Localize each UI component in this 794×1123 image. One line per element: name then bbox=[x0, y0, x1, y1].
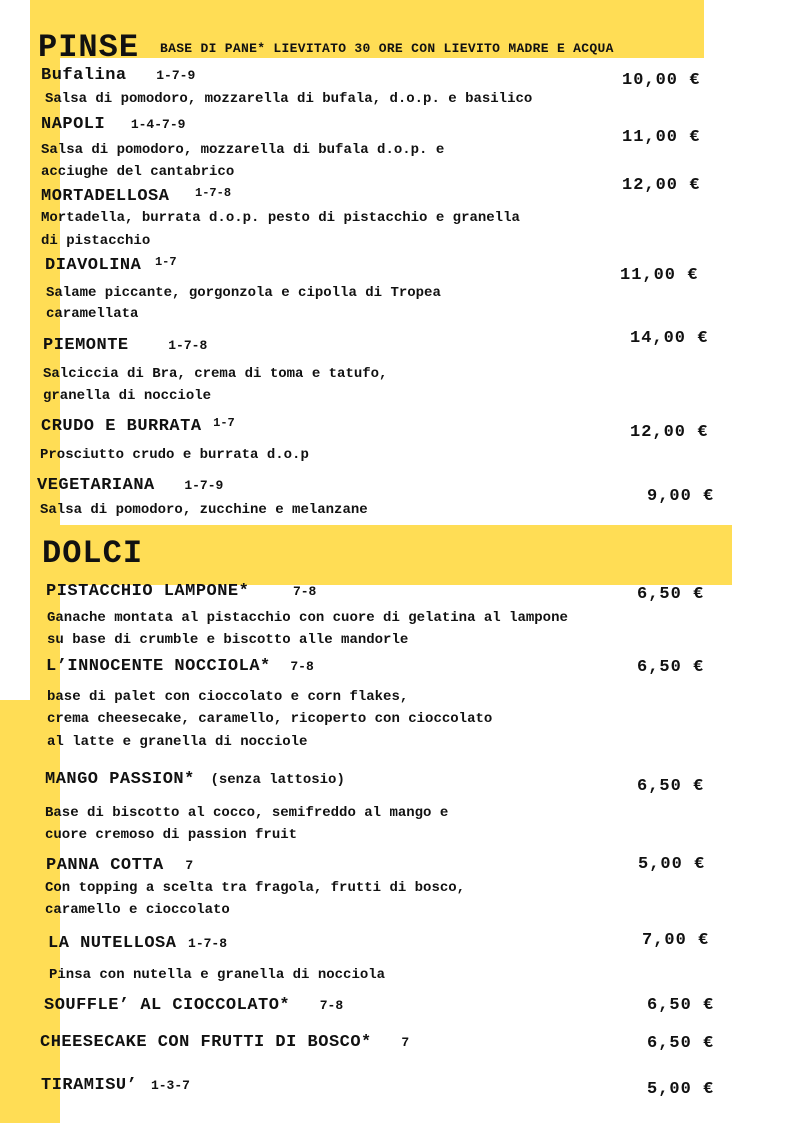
menu-item-tiramisu bbox=[41, 1076, 190, 1095]
item-allergens: 7-8 bbox=[319, 998, 344, 1013]
item-name: CHEESECAKE CON FRUTTI DI BOSCO* bbox=[40, 1033, 372, 1052]
item-price: 12,00 € bbox=[630, 423, 709, 442]
menu-item-bufalina bbox=[41, 66, 195, 85]
item-note: (senza lattosio) bbox=[210, 772, 345, 788]
item-name: SOUFFLE’ AL CIOCCOLATO* bbox=[44, 996, 291, 1015]
menu-item-pistacchio-lampone bbox=[46, 582, 316, 601]
item-description: Salsa di pomodoro, mozzarella di bufala, d.o.p. e basilico bbox=[45, 91, 533, 107]
item-description-line3: al latte e granella di nocciole bbox=[47, 734, 308, 750]
item-price: 7,00 € bbox=[642, 931, 710, 950]
item-description: Salsa di pomodoro, zucchine e melanzane bbox=[40, 502, 368, 518]
item-description: Pinsa con nutella e granella di nocciola bbox=[49, 967, 386, 983]
item-description-line2: caramello e cioccolato bbox=[45, 902, 230, 918]
item-name: MANGO PASSION* bbox=[45, 770, 195, 789]
item-name: PISTACCHIO LAMPONE* bbox=[46, 582, 250, 601]
item-name: PANNA COTTA bbox=[46, 856, 164, 875]
item-name: VEGETARIANA bbox=[37, 476, 155, 495]
item-price: 9,00 € bbox=[647, 487, 715, 506]
menu-item-panna-cotta bbox=[46, 856, 193, 875]
item-description: base di palet con cioccolato e corn flakes, bbox=[47, 689, 409, 705]
item-description: Base di biscotto al cocco, semifreddo al mango e bbox=[45, 805, 449, 821]
item-price: 10,00 € bbox=[622, 71, 701, 90]
item-price: 6,50 € bbox=[647, 996, 715, 1015]
item-description: Salciccia di Bra, crema di toma e tatufo, bbox=[43, 366, 388, 382]
item-description-line2: cuore cremoso di passion fruit bbox=[45, 827, 298, 843]
item-allergens: 1-7 bbox=[154, 255, 177, 269]
menu-item-mortadellosa bbox=[41, 186, 231, 206]
pinse-section-title: PINSE bbox=[38, 29, 140, 66]
item-description: Prosciutto crudo e burrata d.o.p bbox=[40, 447, 309, 463]
menu-item-cheesecake bbox=[40, 1033, 409, 1052]
item-allergens: 7 bbox=[185, 858, 194, 873]
item-price: 6,50 € bbox=[637, 585, 705, 604]
item-name: LA NUTELLOSA bbox=[48, 934, 177, 953]
dolci-section-title: DOLCI bbox=[42, 535, 144, 572]
item-price: 6,50 € bbox=[637, 777, 705, 796]
item-name: TIRAMISU’ bbox=[41, 1076, 138, 1095]
item-description: Mortadella, burrata d.o.p. pesto di pistacchio e granella bbox=[41, 210, 520, 226]
item-price: 11,00 € bbox=[620, 266, 699, 285]
item-price: 6,50 € bbox=[637, 658, 705, 677]
item-allergens: 1-7-8 bbox=[168, 338, 208, 353]
item-name: MORTADELLOSA bbox=[41, 187, 170, 206]
item-name: PIEMONTE bbox=[43, 336, 129, 355]
item-description-line2: granella di nocciole bbox=[43, 388, 212, 404]
pinse-section-subtitle: BASE DI PANE* LIEVITATO 30 ORE CON LIEVITO MADRE E ACQUA bbox=[160, 41, 614, 56]
item-price: 6,50 € bbox=[647, 1034, 715, 1053]
item-price: 5,00 € bbox=[638, 855, 706, 874]
item-description-line2: crema cheesecake, caramello, ricoperto con cioccolato bbox=[47, 711, 493, 727]
menu-item-piemonte bbox=[43, 336, 207, 355]
item-price: 5,00 € bbox=[647, 1080, 715, 1099]
item-price: 12,00 € bbox=[622, 176, 701, 195]
item-name: DIAVOLINA bbox=[45, 256, 142, 275]
item-allergens: 1-4-7-9 bbox=[130, 117, 186, 132]
item-name: CRUDO E BURRATA bbox=[41, 417, 202, 436]
item-description: Ganache montata al pistacchio con cuore di gelatina al lampone bbox=[47, 610, 568, 626]
menu-item-diavolina bbox=[45, 255, 177, 275]
menu-item-innocente-nocciola bbox=[46, 657, 314, 676]
item-price: 14,00 € bbox=[630, 329, 709, 348]
yellow-strip-left-edge bbox=[0, 700, 30, 1123]
menu-item-crudo-e-burrata bbox=[41, 416, 235, 436]
menu-item-vegetariana bbox=[37, 476, 223, 495]
item-name: Bufalina bbox=[41, 66, 127, 85]
item-name: NAPOLI bbox=[41, 115, 106, 134]
menu-item-mango-passion bbox=[45, 770, 345, 789]
item-allergens: 1-7 bbox=[213, 416, 235, 430]
item-description-line2: su base di crumble e biscotto alle mandorle bbox=[47, 632, 409, 648]
item-description: Salsa di pomodoro, mozzarella di bufala d.o.p. e bbox=[41, 142, 445, 158]
item-allergens: 1-7-8 bbox=[188, 936, 228, 951]
menu-item-souffle-al-cioccolato bbox=[44, 996, 343, 1015]
item-allergens: 1-7-9 bbox=[184, 478, 224, 493]
item-allergens: 7-8 bbox=[292, 584, 317, 599]
item-allergens: 1-7-8 bbox=[195, 186, 232, 200]
item-allergens: 1-3-7 bbox=[150, 1078, 190, 1093]
menu-item-la-nutellosa bbox=[48, 934, 227, 953]
menu-item-napoli bbox=[41, 115, 185, 134]
item-description: Con topping a scelta tra fragola, frutti di bosco, bbox=[45, 880, 466, 896]
item-allergens: 7 bbox=[401, 1035, 410, 1050]
item-price: 11,00 € bbox=[622, 128, 701, 147]
item-name: L’INNOCENTE NOCCIOLA* bbox=[46, 657, 271, 676]
item-description: Salame piccante, gorgonzola e cipolla di Tropea bbox=[46, 285, 441, 301]
item-allergens: 7-8 bbox=[290, 659, 314, 674]
item-description-line2: acciughe del cantabrico bbox=[41, 164, 235, 180]
item-allergens: 1-7-9 bbox=[156, 68, 196, 83]
item-description-line2: caramellata bbox=[46, 306, 139, 322]
item-description-line2: di pistacchio bbox=[41, 233, 151, 249]
